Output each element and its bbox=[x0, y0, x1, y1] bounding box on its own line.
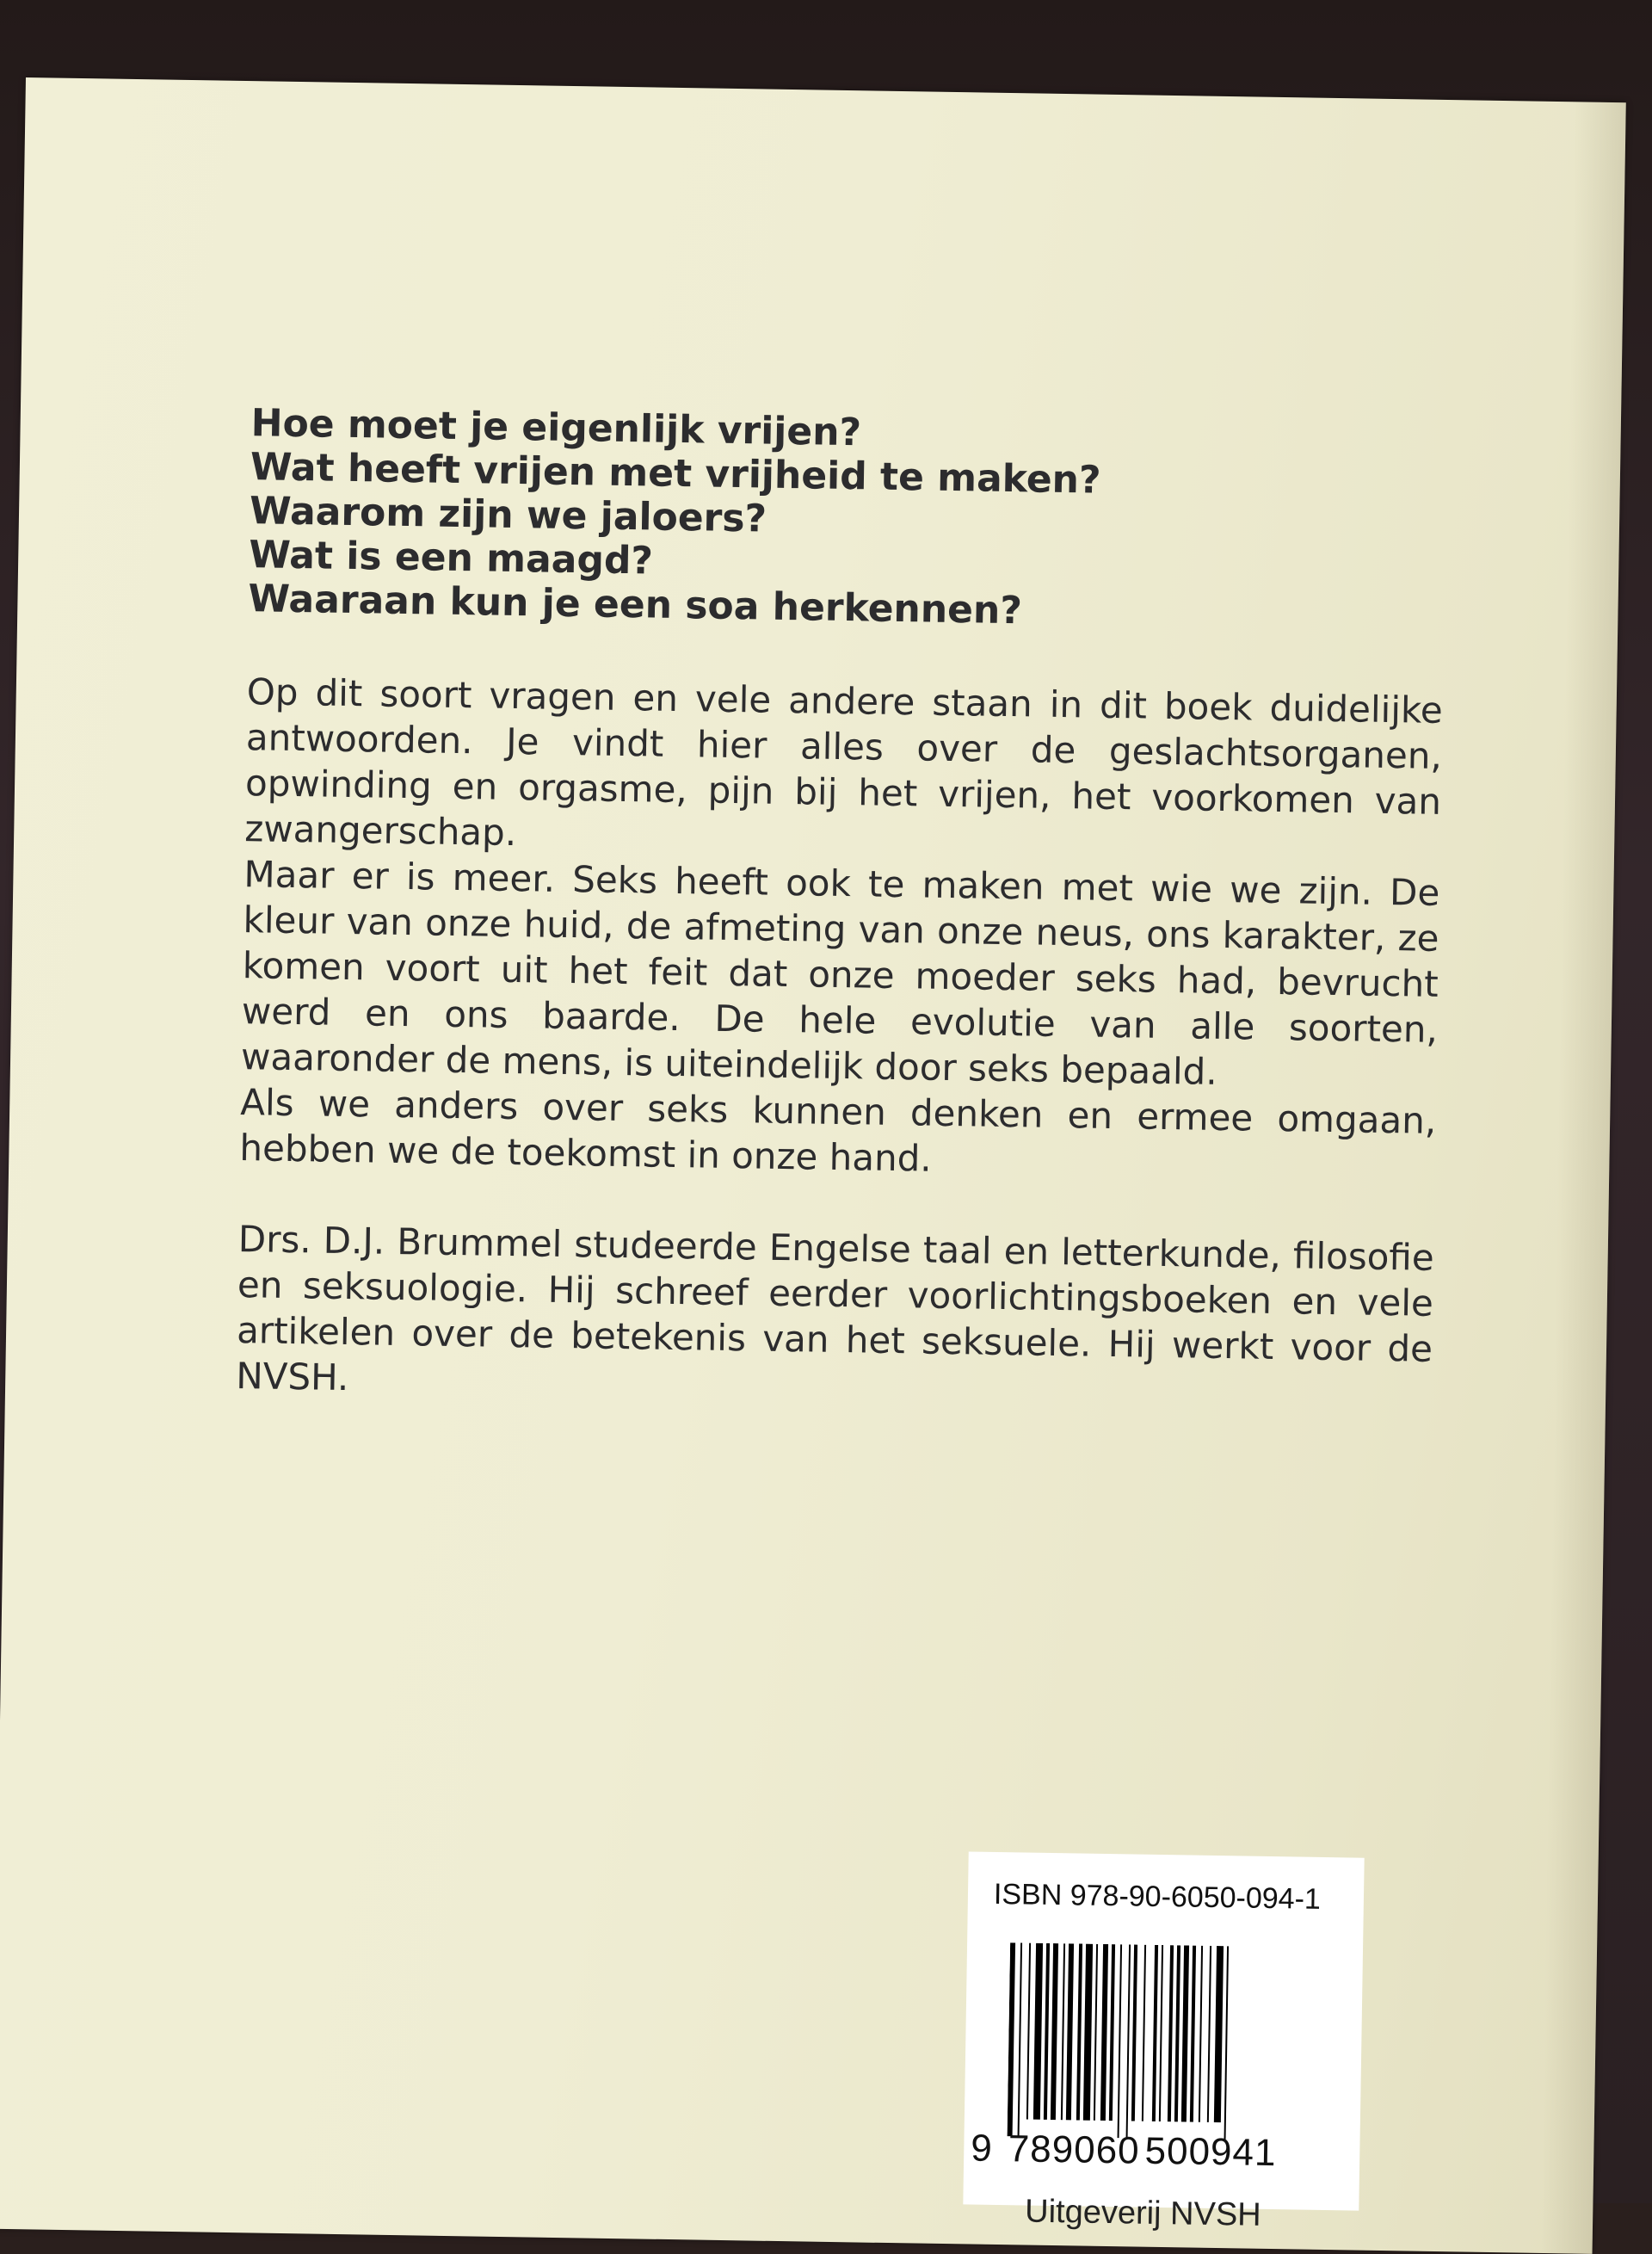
barcode-bar bbox=[1044, 1943, 1050, 2120]
barcode-bar bbox=[1152, 1945, 1158, 2121]
blurb-paragraph-2: Maar er is meer. Seks heeft ook te maken met wie we zijn. De kleur van onze huid, de afmeting van onze neus, ons karakter, ze komen voort uit het feit dat onze moeder seks had, bevrucht werd en ons baarde. De hele evolutie van alle soorten, waaronder de mens, is uiteindelijk door seks bepaald. bbox=[240, 853, 1440, 1093]
barcode-bar bbox=[1159, 1945, 1163, 2121]
barcode-bar bbox=[1066, 1943, 1074, 2120]
barcode-bar bbox=[1214, 1946, 1224, 2122]
question-5: Waaraan kun je een soa herkennen? bbox=[248, 577, 1023, 633]
question-list bbox=[248, 401, 1456, 639]
barcode-bar bbox=[1061, 1943, 1065, 2120]
barcode-bar bbox=[1174, 1945, 1180, 2121]
barcode-bar bbox=[1083, 1944, 1093, 2121]
blurb bbox=[239, 669, 1443, 1189]
barcode-bar bbox=[1008, 1942, 1016, 2136]
barcode-bar bbox=[1126, 1944, 1131, 2138]
barcode-digits-right: 500941 bbox=[1144, 2129, 1277, 2175]
blurb-paragraph-1: Op dit soort vragen en vele andere staan in dit boek duidelijke antwoorden. Je vindt hier alles over de geslachtsorganen, opwinding en orgasme, pijn bij het vrijen, het voorkomen van zwangerschap. bbox=[243, 670, 1444, 855]
barcode-label bbox=[963, 1851, 1364, 2210]
barcode-digit-lead: 9 bbox=[970, 2127, 994, 2170]
barcode-bar bbox=[1224, 1946, 1230, 2140]
barcode-image bbox=[1008, 1942, 1337, 2141]
publisher-name: Uitgeverij NVSH bbox=[1024, 2193, 1262, 2233]
barcode-bar bbox=[1131, 1945, 1137, 2121]
author-bio: Drs. D.J. Brummel studeerde Engelse taal en letterkunde, filosofie en seksuologie. Hij schreef eerder voorlichtingsboeken en vele artikelen over de betekenis van het seksuele. Hij werkt voor de NVSH. bbox=[235, 1218, 1435, 1399]
barcode-bar bbox=[1094, 1944, 1098, 2121]
cover-text bbox=[236, 401, 1456, 1417]
barcode-bar bbox=[1033, 1943, 1043, 2120]
barcode-bar bbox=[1026, 1943, 1031, 2120]
barcode-bar bbox=[1076, 1943, 1082, 2120]
barcode-bar bbox=[1207, 1946, 1211, 2122]
barcode-bar bbox=[1118, 1944, 1123, 2138]
barcode-bar bbox=[1168, 1945, 1174, 2121]
question-1: Hoe moet je eigenlijk vrijen? bbox=[250, 401, 862, 455]
book-back-cover bbox=[0, 77, 1626, 2254]
barcode-bar bbox=[1051, 1943, 1058, 2120]
blurb-paragraph-3: Als we anders over seks kunnen denken en ermee omgaan, hebben we de toekomst in onze hand. bbox=[239, 1081, 1437, 1180]
barcode-digits-left: 789060 bbox=[1008, 2127, 1141, 2172]
question-3: Waarom zijn we jaloers? bbox=[249, 489, 767, 541]
isbn-text: ISBN 978-90-6050-094-1 bbox=[993, 1877, 1322, 1916]
barcode-bar bbox=[1181, 1945, 1189, 2121]
barcode-bar bbox=[1018, 1942, 1023, 2136]
barcode-bar bbox=[1100, 1944, 1108, 2121]
barcode-bar bbox=[1142, 1945, 1146, 2121]
question-4: Wat is een maagd? bbox=[248, 533, 654, 584]
barcode-bar bbox=[1199, 1946, 1203, 2122]
barcode-bar bbox=[1109, 1944, 1115, 2121]
barcode-bar bbox=[1190, 1946, 1196, 2122]
question-2: Wat heeft vrijen met vrijheid te maken? bbox=[250, 445, 1101, 503]
barcode-digits bbox=[971, 2127, 1350, 2177]
